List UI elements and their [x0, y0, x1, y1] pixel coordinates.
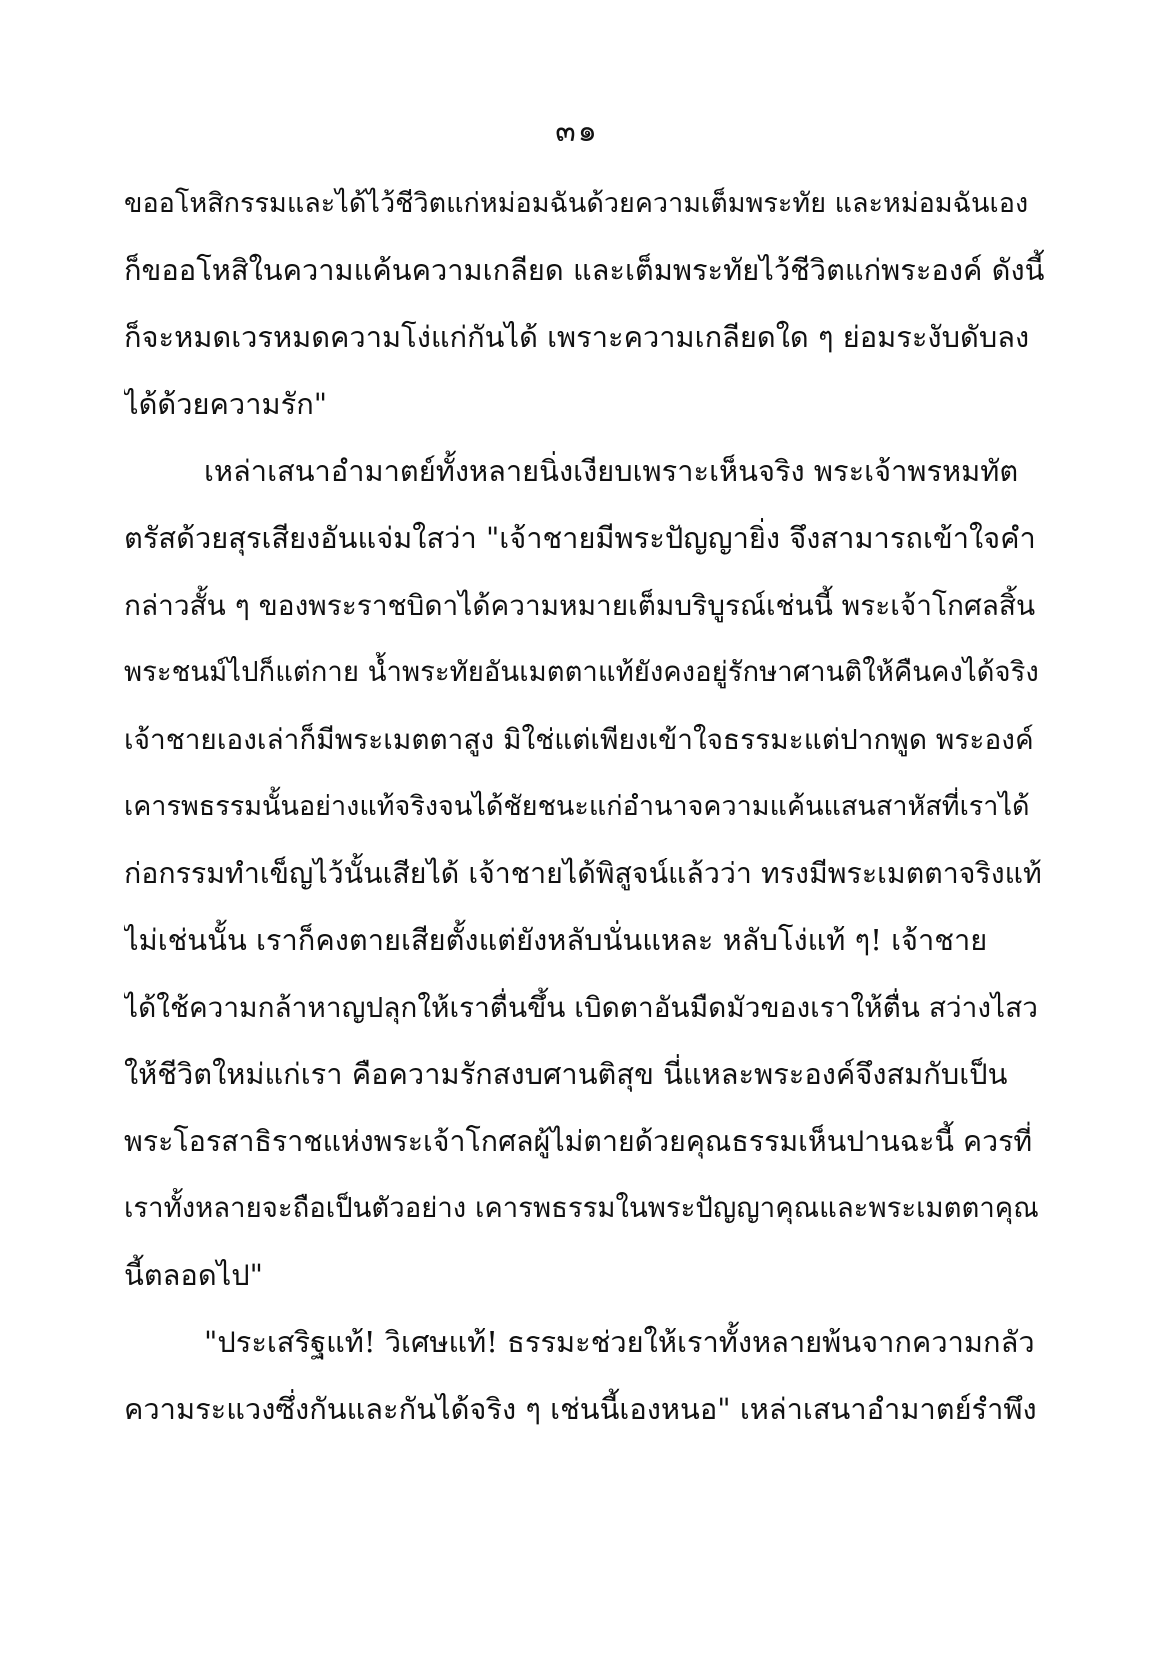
text-line: ก่อกรรมทำเข็ญไว้นั้นเสียได้ เจ้าชายได้พิสูจน์แล้วว่า ทรงมีพระเมตตาจริงแท้: [124, 857, 1042, 890]
text-line: เราทั้งหลายจะถือเป็นตัวอย่าง เคารพธรรมในพระปัญญาคุณและพระเมตตาคุณ: [124, 1192, 1039, 1224]
text-line: ได้ด้วยความรัก": [124, 387, 328, 421]
body-text: [124, 170, 1044, 1443]
text-line: ก็จะหมดเวรหมดความโง่แก่กันได้ เพราะความเกลียดใด ๆ ย่อมระงับดับลง: [124, 320, 1030, 354]
text-line: ก็ขออโหสิในความแค้นความเกลียด และเต็มพระทัยไว้ชีวิตแก่พระองค์ ดังนี้: [124, 253, 1044, 287]
text-line: กล่าวสั้น ๆ ของพระราชบิดาได้ความหมายเต็มบริบูรณ์เช่นนี้ พระเจ้าโกศลสิ้น: [124, 589, 1036, 622]
text-line: ตรัสด้วยสุรเสียงอันแจ่มใสว่า "เจ้าชายมีพระปัญญายิ่ง จึงสามารถเข้าใจคำ: [124, 521, 1036, 555]
text-line: พระชนม์ไปก็แต่กาย น้ำพระทัยอันเมตตาแท้ยังคงอยู่รักษาศานติให้คืนคงได้จริง: [124, 656, 1039, 688]
page-number: ๓๑: [555, 114, 599, 149]
text-line: เจ้าชายเองเล่าก็มีพระเมตตาสูง มิใช่แต่เพียงเข้าใจธรรมะแต่ปากพูด พระองค์: [124, 723, 1034, 756]
text-line: เคารพธรรมนั้นอย่างแท้จริงจนได้ชัยชนะแก่อำนาจความแค้นแสนสาหัสที่เราได้: [124, 791, 1030, 822]
text-line: พระโอรสาธิราชแห่งพระเจ้าโกศลผู้ไม่ตายด้วยคุณธรรมเห็นปานฉะนี้ ควรที่: [124, 1125, 1033, 1158]
text-line: "ประเสริฐแท้! วิเศษแท้! ธรรมะช่วยให้เราทั้งหลายพ้นจากความกลัว: [204, 1325, 1035, 1359]
text-line: ขออโหสิกรรมและได้ไว้ชีวิตแก่หม่อมฉันด้วยความเต็มพระทัย และหม่อมฉันเอง: [124, 188, 1029, 219]
text-line: ให้ชีวิตใหม่แก่เรา คือความรักสงบศานติสุข นี่แหละพระองค์จึงสมกับเป็น: [124, 1057, 1008, 1091]
text-line: เหล่าเสนาอำมาตย์ทั้งหลายนิ่งเงียบเพราะเห็นจริง พระเจ้าพรหมทัต: [204, 454, 1019, 488]
text-line: นี้ตลอดไป": [124, 1258, 264, 1292]
text-line: ไม่เช่นนั้น เราก็คงตายเสียตั้งแต่ยังหลับนั่นแหละ หลับโง่แท้ ๆ! เจ้าชาย: [124, 923, 988, 957]
text-line: ได้ใช้ความกล้าหาญปลุกให้เราตื่นขึ้น เบิดตาอันมืดมัวของเราให้ตื่น สว่างไสว: [124, 991, 1038, 1024]
text-line: ความระแวงซึ่งกันและกันได้จริง ๆ เช่นนี้เองหนอ" เหล่าเสนาอำมาตย์รำพึง: [124, 1392, 1037, 1426]
